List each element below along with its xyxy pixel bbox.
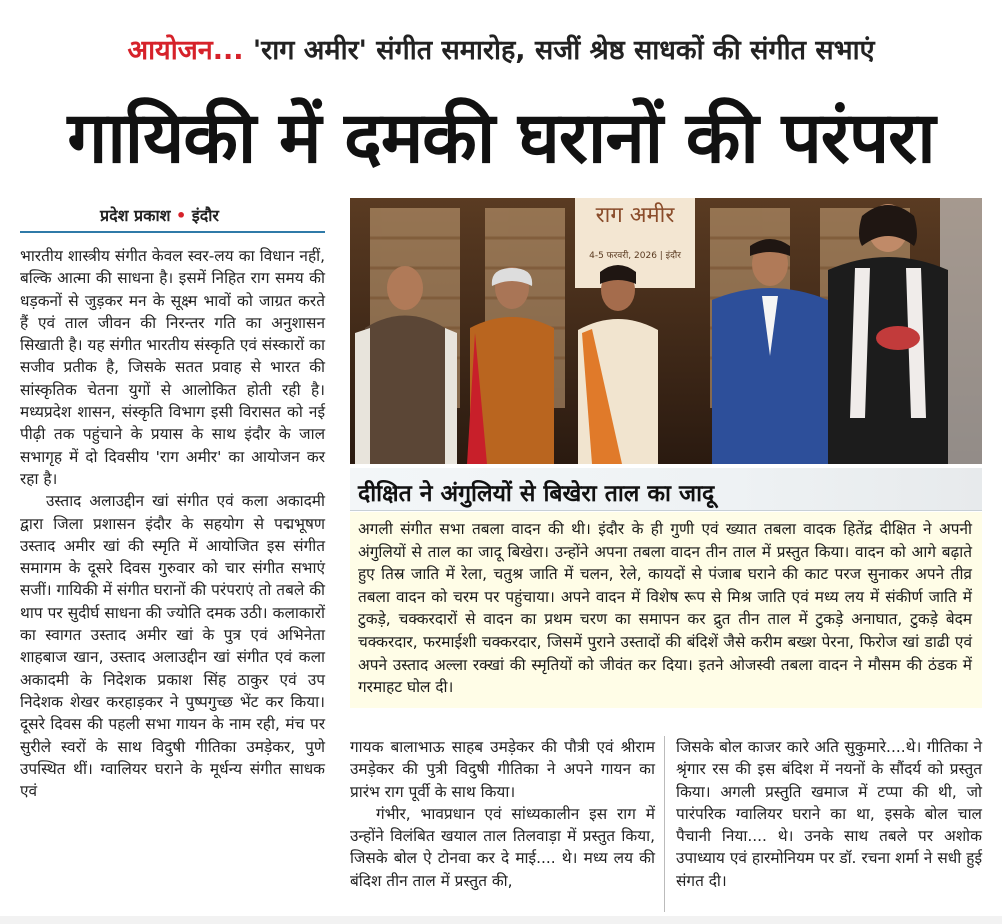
banner-title: राग अमीर [595,203,675,228]
event-photo [350,198,982,464]
byline-city: इंदौर [191,206,219,225]
banner-date: 4-5 फरवरी, 2026 | इंदौर [589,251,681,261]
byline-source: प्रदेश प्रकाश [100,206,171,225]
article-paragraph: भारतीय शास्त्रीय संगीत केवल स्वर-लय का विधान नहीं, बल्कि आत्मा की साधना है। इसमें निहित राग समय की धड़कनों से जुड़कर मन के सूक्ष्म भावों को जाग्रत करते हैं एवं ताल जीवन की निरन्तर गति का अनुशासन सिखाती है। यह संगीत भारतीय संस्कृति एवं संस्कारों का सजीव प्रतीक है, जिसके सतत प्रवाह से भारत की सांस्कृतिक चेतना युगों से आलोकित होती रही है। मध्यप्रदेश शासन, संस्कृति विभाग इसी विरासत को नई पीढ़ी तक पहुंचाने के प्रयास के साथ इंदौर के जाल सभागृह में दो दिवसीय 'राग अमीर' का आयोजन कर रहा है। [20,247,325,488]
page-footer-band [0,916,1002,924]
sub-headline [350,468,982,511]
event-photo-illustration [350,198,982,464]
article-paragraph: जिसके बोल काजर कारे अति सुकुमारे....थे। गीतिका ने श्रृंगार रस की इस बंदिश में नयनों के सौंदर्य को प्रस्तुत किया। अगली प्रस्तुति खमाज में टप्पा की थी, जो पारंपरिक ग्वालियर घराने का था, इसके बोल चाल पैचानी निया.... थे। उनके साथ तबले पर अशोक उपाध्याय एवं हारमोनियम पर डॉ. रचना शर्मा ने सधी हुई संगत दी। [676,738,982,890]
article-paragraph: गंभीर, भावप्रधान एवं सांध्यकालीन इस राग में उन्होंने विलंबित खयाल ताल तिलवाड़ा में प्रस्तुत किया, जिसके बोल ऐ टोनवा कर दे माई.... थे। मध्य लय की बंदिश तीन ताल में प्रस्तुत की, [350,804,655,890]
kicker-label: आयोजन... [127,35,244,66]
kicker [0,30,1002,67]
boxed-article: अगली संगीत सभा तबला वादन की थी। इंदौर के ही गुणी एवं ख्यात तबला वादक हितेंद्र दीक्षित ने अपनी अंगुलियों से ताल का जादू बिखेरा। उन्होंने अपना तबला वादन तीन ताल में प्रस्तुत किया। वादन को आगे बढ़ाते हुए तिस्र जाति में रेला, चतुश्र जाति में चलन, रेले, कायदों से पंजाब घराने की काट परज सुनाकर अपने तीव्र तबला वादन को चरम पर पहुंचाया। अपने वादन में विशेष रूप से मिश्र जाति एवं मध्य लय में संकीर्ण जाति में टुकड़े, चक्करदारों से वादन का प्रथम चरण का समापन कर द्रुत तीन ताल में टुकड़े अनाघात, टुकड़े बेदम चक्करदार, फरमाईशी चक्करदार, जिसमें पुराने उस्तादों की बंदिशें जैसे करीम बख्श पेरना, फिरोज खां डाढी एवं अपने उस्ताद अल्ला रक्खां की स्मृतियों को जीवंत कर दिया। इतने ओजस्वी तबला वादन ने मौसम की ठंडक में गरमाहट घोल दी। [350,512,982,708]
article-paragraph: गायक बालाभाऊ साहब उमड़ेकर की पौत्री एवं श्रीराम उमड़ेकर की पुत्री विदुषी गीतिका ने अपने गायन का प्रारंभ राग पूर्वी के साथ किया। [350,738,655,801]
byline [20,204,325,233]
article-column-left [20,245,325,802]
column-divider [664,736,665,912]
kicker-text: 'राग अमीर' संगीत समारोह, सजीं श्रेष्ठ साधकों की संगीत सभाएं [252,35,875,66]
sub-headline-text: दीक्षित ने अंगुलियों से बिखेरा ताल का जादू [358,481,715,507]
byline-separator: • [176,206,187,225]
article-column-middle [350,736,655,892]
article-column-right [676,736,982,892]
headline: गायिकी में दमकी घरानों की परंपरा [67,96,935,179]
article-paragraph: उस्ताद अलाउद्दीन खां संगीत एवं कला अकादमी द्वारा जिला प्रशासन इंदौर के सहयोग से पद्मभूषण उस्ताद अमीर खां की स्मृति में आयोजित इस संगीत समागम के दूसरे दिवस गुरुवार को चार संगीत सभाएं सजीं। गायिकी में संगीत घरानों की परंपराएं तो तबले की थाप पर सुदीर्घ साधना की ज्योति दमक उठी। कलाकारों का स्वागत उस्ताद अमीर खां के पुत्र एवं अभिनेता शाहबाज खान, उस्ताद अलाउद्दीन खां संगीत एवं कला अकादमी के निदेशक प्रकाश सिंह ठाकुर एवं उप निदेशक शेखर करहाड़कर ने पुष्पगुच्छ भेंट कर किया। दूसरे दिवस की पहली सभा गायन के नाम रही, मंच पर सुरीले स्वरों के साथ विदुषी गीतिका उमड़ेकर, पुणे उपस्थित थीं। ग्वालियर घराने के मूर्धन्य संगीत साधक एवं [20,492,325,801]
